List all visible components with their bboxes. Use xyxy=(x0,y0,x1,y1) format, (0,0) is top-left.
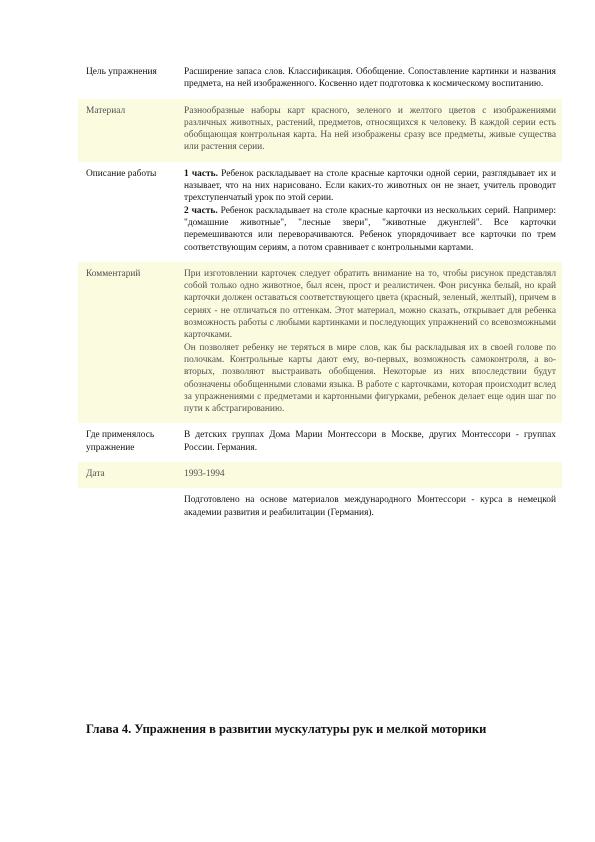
row-label xyxy=(78,488,178,548)
part-two-text: Ребенок раскладывает на столе красные карточки из нескольких серий. Например: "домашние животные", "лесные звери", "животные джунглей". Все карточки перемешиваются или переворачиваются. Ребенок упорядочивает все карточки по трем соответствующим сериям, а потом сравнивает с контрольными картами. xyxy=(184,205,556,253)
exercise-card xyxy=(78,60,562,548)
row-text: В детских группах Дома Марии Монтессори в Москве, других Монтессори - группах России. Германия. xyxy=(178,423,562,462)
row-where-used xyxy=(78,423,562,462)
row-label: Где применялось упражнение xyxy=(78,423,178,462)
comment-paragraph-2: Он позволяет ребенку не теряться в мире слов, как бы раскладывая их в своей голове по полочкам. Контрольные карты дают ему, во-первых, возможность самоконтроля, а во-вторых, позволяют выстраивать обобщения. Некоторые из них впоследствии будут обозначены обобщенными словами языка. В работе с карточками, которая происходит вслед за упражнениями с предметами и картонными фигурками, ребенок делает еще один шаг по пути к абстрагированию. xyxy=(184,342,556,415)
row-text xyxy=(178,262,562,424)
row-label: Цель упражнения xyxy=(78,60,178,99)
chapter-heading: Глава 4. Упражнения в развитии мускулатуры рук и мелкой моторики xyxy=(86,722,487,736)
part-two-title: 2 часть. xyxy=(184,205,218,216)
row-material xyxy=(78,99,562,162)
row-text: 1993-1994 xyxy=(178,462,562,488)
row-text: Расширение запаса слов. Классификация. Обобщение. Сопоставление картинки и названия предмета, на ней изображенного. Косвенно идет подготовка к космическому воспитанию. xyxy=(178,60,562,99)
row-label: Дата xyxy=(78,462,178,488)
part-one-text: Ребенок раскладывает на столе красные карточки одной серии, разглядывает их и называет, что на них нарисовано. Если каких-то животных он не знает, учитель проводит трехступенчатый урок по этой серии. xyxy=(184,168,557,204)
part-two-paragraph xyxy=(184,205,556,254)
row-description xyxy=(78,162,562,262)
row-text xyxy=(178,162,562,262)
comment-paragraph-1: При изготовлении карточек следует обратить внимание на то, чтобы рисунок представлял собой только одно животное, был ясен, прост и реалистичен. Фон рисунка белый, но край карточки должен оставаться соответствующего цвета (красный, зеленый, желтый), причем в сериях - не отличаться по оттенкам. Этот материал, можно сказать, открывает для ребенка возможность работы с любыми картинками и последующих упражнений со всевозможными карточками. xyxy=(184,268,556,341)
part-one-paragraph xyxy=(184,168,556,205)
exercise-table xyxy=(78,60,562,548)
row-label: Описание работы xyxy=(78,162,178,262)
row-goal xyxy=(78,60,562,99)
row-comment xyxy=(78,262,562,424)
row-text: Разнообразные наборы карт красного, зеленого и желтого цветов с изображениями различных животных, растений, предметов, относящихся к человеку. В каждой серии есть обобщающая контрольная карта. На ней изображены сразу все предметы, живые существа или растения серии. xyxy=(178,99,562,162)
part-one-title: 1 часть. xyxy=(184,168,218,179)
row-text: Подготовлено на основе материалов международного Монтессори - курса в немецкой академии развития и реабилитации (Германия). xyxy=(178,488,562,548)
row-label: Комментарий xyxy=(78,262,178,424)
row-source-note xyxy=(78,488,562,548)
row-date xyxy=(78,462,562,488)
row-label: Материал xyxy=(78,99,178,162)
